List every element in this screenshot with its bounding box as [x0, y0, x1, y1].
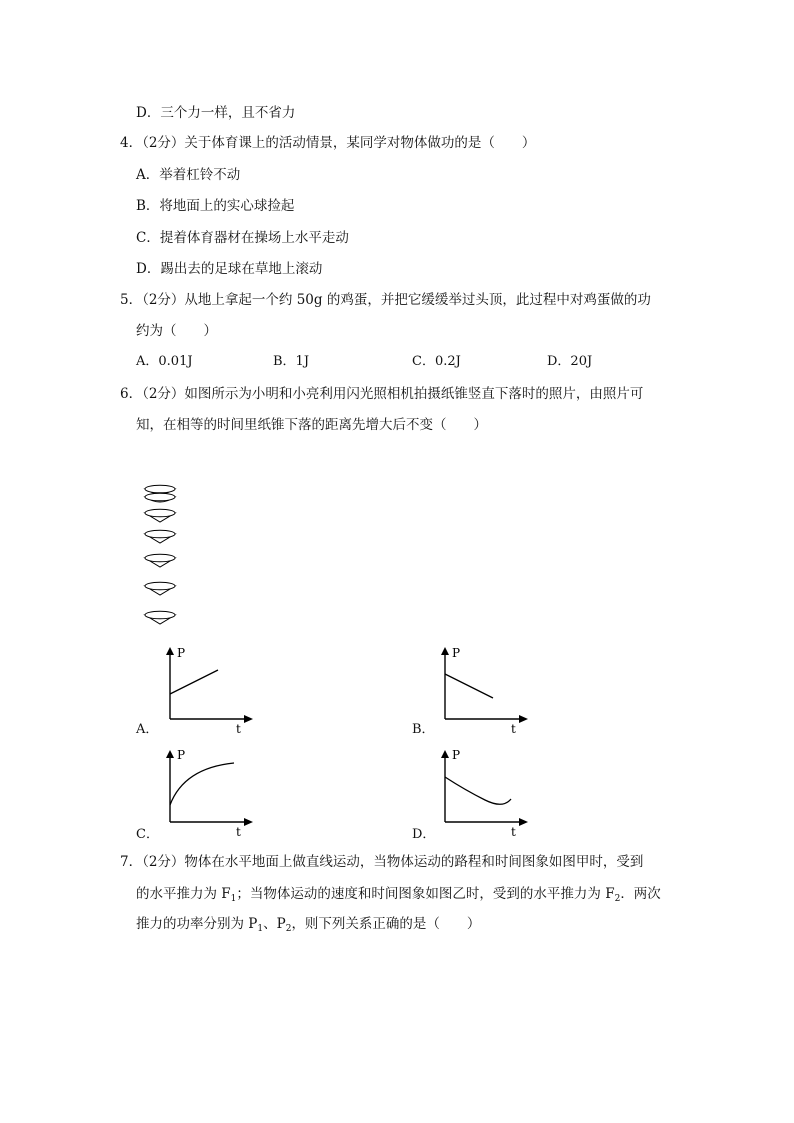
q5-option-b: B．1J [273, 354, 310, 369]
q6-stem-line1: 6．（2分）如图所示为小明和小亮利用闪光照相机拍摄纸锥竖直下落时的照片，由照片可 [120, 386, 644, 402]
falling-paper-cone-photo [138, 480, 188, 630]
paper-cone-4 [145, 530, 175, 543]
graph-d [435, 746, 545, 839]
graph-b-curve [445, 674, 493, 698]
graph-b-x-label: t [511, 722, 516, 736]
q4-option-d: D．踢出去的足球在草地上滚动 [136, 261, 323, 277]
q7-line3: 推力的功率分别为 $P_1$、$P_2$，则下列关系正确的是（ ） [136, 916, 481, 934]
graph-d-label: D． [412, 827, 436, 842]
q7-line2: 的水平推力为 $F_1$；当物体运动的速度和时间图象如图乙时，受到的水平推力为 $F_2$．两次 [136, 886, 661, 904]
graph-b [435, 643, 545, 736]
graph-b-label: B． [412, 722, 435, 737]
graph-a-label: A． [136, 722, 159, 737]
q5-stem-line2: 约为（ ） [136, 323, 217, 339]
q4-option-b: B．将地面上的实心球捡起 [136, 198, 295, 214]
graph-c-curve [170, 763, 234, 805]
paper-cone-2 [145, 493, 175, 502]
q4-stem: 4．（2分）关于体育课上的活动情景，某同学对物体做功的是（ ） [120, 135, 536, 151]
paper-cone-5 [145, 554, 175, 567]
q6-stem-line2: 知，在相等的时间里纸锥下落的距离先增大后不变（ ） [136, 417, 487, 433]
q4-option-c: C．提着体育器材在操场上水平走动 [136, 230, 349, 246]
paper-cone-7 [145, 611, 175, 624]
q5-option-d: D．20J [547, 354, 593, 369]
graph-a-x-label: t [236, 722, 241, 736]
graph-c-x-label: t [236, 825, 241, 839]
q5-stem-line1: 5．（2分）从地上拿起一个约 50g 的鸡蛋，并把它缓缓举过头顶，此过程中对鸡蛋做的功 [120, 292, 651, 308]
paper-cone-3 [145, 509, 175, 522]
q3-option-d: D．三个力一样，且不省力 [136, 105, 296, 121]
q4-option-a: A．举着杠铃不动 [136, 167, 241, 183]
q5-option-a: A．0.01J [136, 354, 193, 369]
graph-b-y-label: P [452, 646, 461, 660]
graph-a-y-label: P [177, 646, 186, 660]
q7-line1: 7．（2分）物体在水平地面上做直线运动，当物体运动的路程和时间图象如图甲时，受到 [120, 854, 644, 870]
graph-c-label: C． [136, 827, 159, 842]
graph-c-y-label: P [177, 748, 186, 762]
paper-cone-1 [145, 485, 175, 494]
graph-d-y-label: P [452, 748, 461, 762]
graph-a [160, 643, 270, 736]
graph-d-curve [445, 777, 511, 804]
paper-cone-6 [145, 582, 175, 595]
graph-d-x-label: t [511, 825, 516, 839]
q5-option-c: C．0.2J [412, 354, 461, 369]
graph-a-curve [170, 670, 218, 694]
graph-c [160, 746, 270, 839]
